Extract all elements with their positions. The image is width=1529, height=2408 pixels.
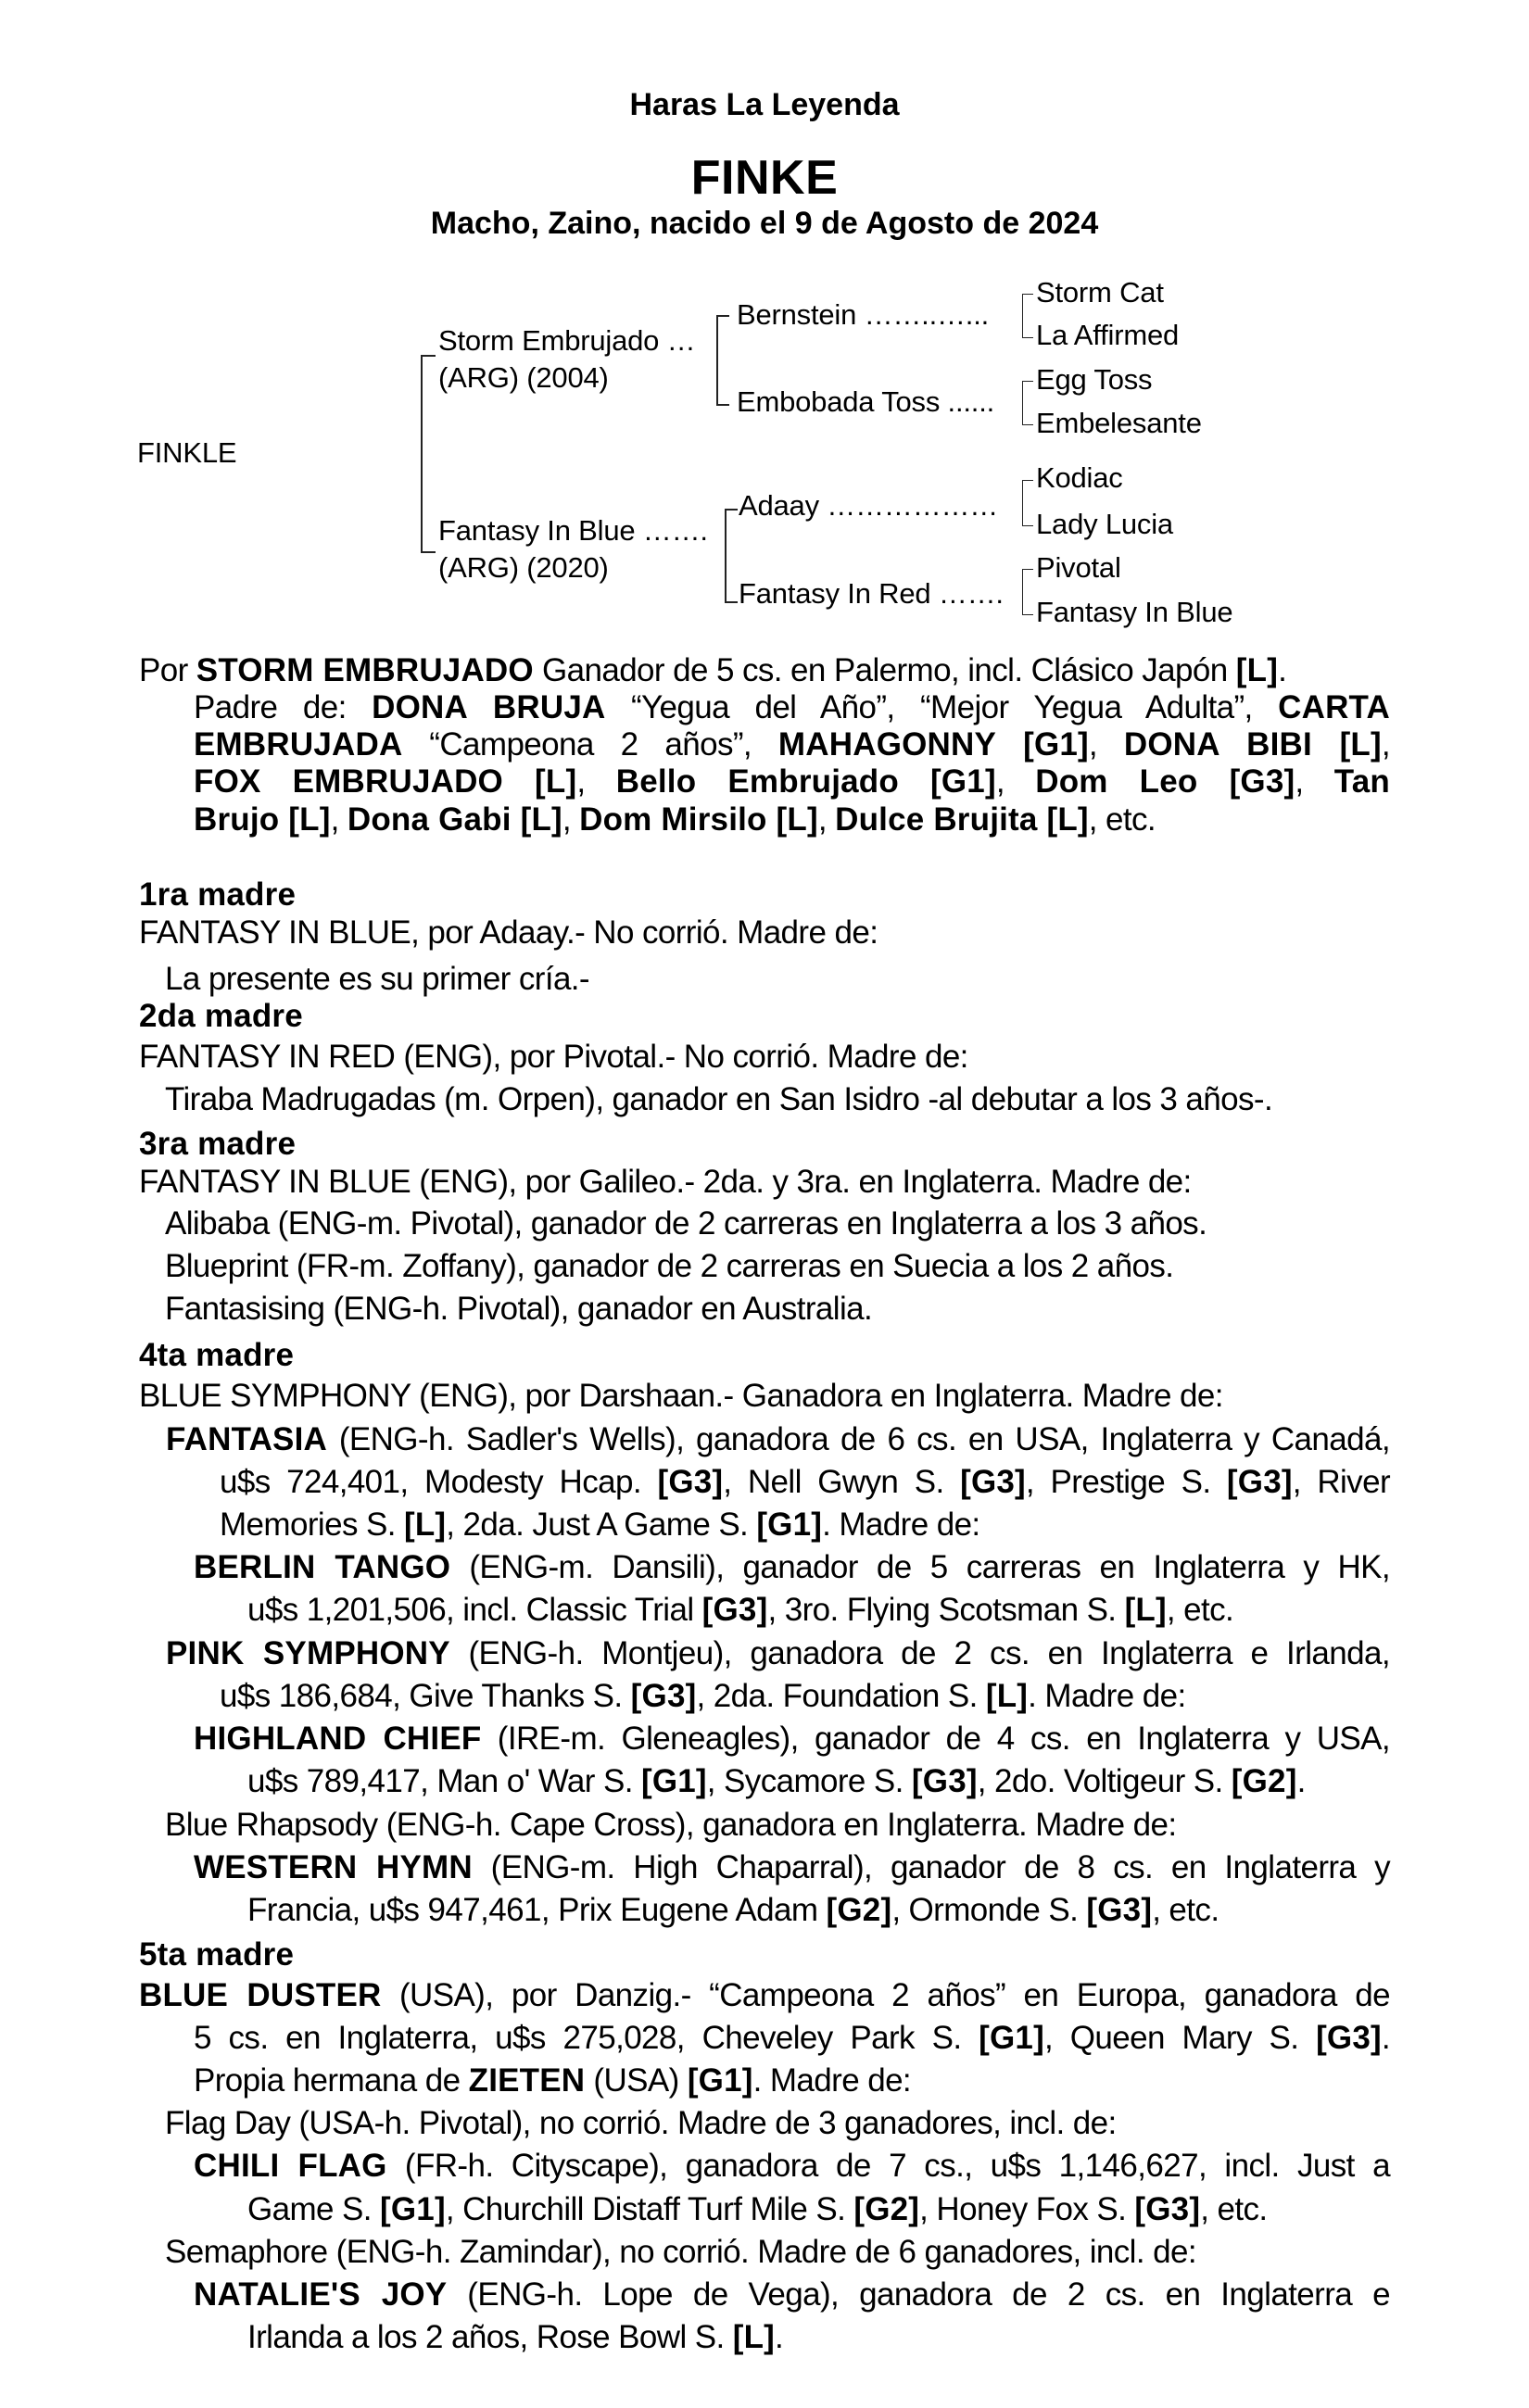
horse-name-title: FINKE — [690, 151, 839, 205]
text-run: Memories S. — [220, 1507, 404, 1543]
dam-text-line — [139, 1380, 1223, 1412]
pedigree-gen3-pivotal: Pivotal — [1036, 551, 1121, 584]
text-run: Flag Day (USA-h. Pivotal), no corrió. Madre de 3 ganadores, incl. de: — [165, 2105, 1117, 2141]
dam-text-line — [139, 916, 878, 949]
text-run: Tiraba Madrugadas (m. Orpen), ganador en San Isidro -al debutar a los 3 años-. — [165, 1081, 1273, 1117]
bold-name: [L] — [1124, 1592, 1167, 1628]
bold-name: MAHAGONNY [G1] — [777, 726, 1089, 763]
pedigree-dam-sire: Adaay ……………… — [739, 489, 999, 522]
bold-name: Dona Gabi [L] — [347, 801, 562, 838]
text-run: u$s 724,401, Modesty Hcap. — [220, 1464, 658, 1500]
text-run: Blue Rhapsody (ENG-h. Cape Cross), ganadora en Inglaterra. Madre de: — [165, 1807, 1177, 1843]
text-run: u$s 1,201,506, incl. Classic Trial — [247, 1592, 702, 1628]
pedigree-bracket-gen3-2 — [1022, 381, 1033, 425]
pedigree-bracket-gen3-1 — [1022, 294, 1033, 338]
text-run: FANTASY IN RED (ENG), por Pivotal.- No corrió. Madre de: — [139, 1039, 968, 1075]
bold-name: WESTERN HYMN — [194, 1849, 473, 1885]
bold-name: NATALIE'S JOY — [194, 2276, 448, 2313]
text-run: . — [775, 2319, 784, 2355]
bold-name: Dom Leo [G3] — [1035, 763, 1295, 800]
text-run: , Queen Mary S. — [1043, 2020, 1317, 2056]
dam-text-line — [247, 2193, 1267, 2225]
horse-description: Macho, Zaino, nacido el 9 de Agosto de 2024 — [430, 206, 1099, 241]
sire-text-line — [194, 691, 1390, 724]
text-run: , — [1295, 763, 1334, 800]
dam-text-line — [194, 1722, 1390, 1755]
text-run: , Prestige S. — [1025, 1464, 1227, 1500]
text-run: Ganador de 5 cs. en Palermo, incl. Clásico Japón — [533, 652, 1236, 688]
bold-name: Brujo [L] — [194, 801, 331, 838]
text-run: FANTASY IN BLUE (ENG), por Galileo.- 2da. y 3ra. en Inglaterra. Madre de: — [139, 1164, 1192, 1200]
sire-text-line — [194, 765, 1390, 798]
text-run: 5 cs. en Inglaterra, u$s 275,028, Cheveley Park S. — [194, 2020, 979, 2056]
stud-farm-name: Haras La Leyenda — [629, 87, 900, 122]
bold-name: Dom Mirsilo [L] — [579, 801, 818, 838]
text-run: (USA) — [585, 2062, 688, 2099]
dam-text-line — [165, 963, 589, 995]
text-run: , etc. — [1152, 1892, 1219, 1928]
text-run: . — [1381, 2020, 1390, 2056]
bold-name: [L] — [985, 1678, 1029, 1714]
dam-text-line — [166, 1637, 1390, 1670]
text-run: , — [576, 763, 616, 800]
text-run: , 2do. Voltigeur S. — [977, 1763, 1232, 1799]
sire-text-line — [194, 803, 1156, 836]
bold-name: [G3] — [630, 1678, 697, 1714]
dam-text-line — [139, 1040, 968, 1073]
text-run: , 2da. Foundation S. — [696, 1678, 986, 1714]
dam-text-line — [247, 1894, 1219, 1926]
pedigree-bracket-gen3-3 — [1022, 480, 1033, 526]
bold-name: Dulce Brujita [L] — [835, 801, 1089, 838]
bold-name: HIGHLAND CHIEF — [194, 1721, 482, 1757]
dam-text-line — [166, 1423, 1390, 1456]
bold-name: [G1] — [687, 2062, 753, 2099]
text-run: u$s 186,684, Give Thanks S. — [220, 1678, 631, 1714]
text-run: (ENG-h. Montjeu), ganadora de 2 cs. en Inglaterra e Irlanda, — [449, 1635, 1390, 1671]
text-run: Fantasising (ENG-h. Pivotal), ganador en Australia. — [165, 1291, 873, 1327]
dam-text-line — [165, 1250, 1173, 1282]
bold-name: EMBRUJADA — [194, 726, 403, 763]
text-run: . Madre de: — [822, 1507, 980, 1543]
pedigree-dam-origin: (ARG) (2020) — [438, 551, 609, 584]
dam-text-line — [139, 1166, 1192, 1198]
bold-name: BERLIN TANGO — [194, 1549, 451, 1585]
bold-name: Tan — [1333, 763, 1391, 800]
text-run: La presente es su primer cría.- — [165, 961, 589, 997]
bold-name: BLUE DUSTER — [139, 1977, 382, 2013]
pedigree-gen3-egg-toss: Egg Toss — [1036, 363, 1153, 396]
bold-name: [L] — [732, 2319, 776, 2355]
dam-text-line — [220, 1466, 1390, 1498]
bold-name: Bello Embrujado [G1] — [615, 763, 996, 800]
dam-text-line — [220, 1508, 980, 1541]
text-run: Por — [139, 652, 196, 688]
text-run: , — [817, 801, 836, 838]
sire-text-line — [194, 728, 1390, 761]
bold-name: [L] — [403, 1507, 447, 1543]
dam-text-line — [247, 1765, 1306, 1797]
bold-name: FOX EMBRUJADO [L] — [194, 763, 577, 800]
text-run: (IRE-m. Gleneagles), ganador de 4 cs. en Inglaterra y USA, — [481, 1721, 1390, 1757]
bold-name: [G3] — [911, 1763, 978, 1799]
text-run: , Ormonde S. — [891, 1892, 1087, 1928]
text-run: , — [562, 801, 580, 838]
bold-name: PINK SYMPHONY — [166, 1635, 450, 1671]
text-run: Irlanda a los 2 años, Rose Bowl S. — [247, 2319, 733, 2355]
pedigree-gen3-kodiac: Kodiac — [1036, 461, 1123, 494]
bold-name: ZIETEN — [468, 2062, 586, 2099]
text-run: , — [1088, 726, 1124, 763]
text-run: . — [1296, 1763, 1306, 1799]
text-run: , 2da. Just A Game S. — [446, 1507, 757, 1543]
text-run: (ENG-h. Lope de Vega), ganadora de 2 cs. en Inglaterra e — [447, 2276, 1390, 2313]
sire-text-line — [139, 654, 1286, 687]
dam-text-line — [220, 1680, 1186, 1712]
dam-text-line — [194, 1851, 1390, 1884]
bold-name: CHILI FLAG — [194, 2148, 387, 2184]
text-run: , etc. — [1200, 2191, 1268, 2227]
dam-text-line — [194, 2064, 911, 2097]
bold-name: [G2] — [853, 2191, 920, 2227]
bold-name: [G3] — [657, 1464, 724, 1500]
dam-text-line — [247, 1594, 1233, 1626]
text-run: (ENG-h. Sadler's Wells), ganadora de 6 cs. en USA, Inglaterra y Canadá, — [327, 1421, 1390, 1457]
bold-name: [G3] — [1086, 1892, 1153, 1928]
bold-name: [G3] — [1134, 2191, 1201, 2227]
dam-text-line — [165, 1207, 1207, 1240]
pedigree-gen3-embelesante: Embelesante — [1036, 407, 1202, 439]
bold-name: [G2] — [826, 1892, 892, 1928]
text-run: Propia hermana de — [194, 2062, 469, 2099]
text-run: “Campeona 2 años”, — [402, 726, 778, 763]
pedigree-gen3-lady-lucia: Lady Lucia — [1036, 508, 1173, 540]
pedigree-sire-name: Storm Embrujado … — [438, 324, 696, 357]
text-run: Alibaba (ENG-m. Pivotal), ganador de 2 carreras en Inglaterra a los 3 años. — [165, 1205, 1207, 1242]
bold-name: DONA BIBI [L] — [1123, 726, 1382, 763]
bold-name: [L] — [1235, 652, 1279, 688]
pedigree-dam-name: Fantasy In Blue ……. — [438, 514, 708, 547]
text-run: u$s 789,417, Man o' War S. — [247, 1763, 641, 1799]
dam-generation-heading: 4ta madre — [139, 1337, 295, 1373]
dam-text-line — [194, 2022, 1390, 2054]
text-run: , River — [1292, 1464, 1391, 1500]
bold-name: [G3] — [960, 1464, 1026, 1500]
bold-name: [G1] — [380, 2191, 446, 2227]
bold-name: [G1] — [640, 1763, 707, 1799]
bold-name: FANTASIA — [166, 1421, 328, 1457]
text-run: Game S. — [247, 2191, 381, 2227]
text-run: (USA), por Danzig.- “Campeona 2 años” en Europa, ganadora de — [381, 1977, 1390, 2013]
dam-text-line — [194, 1551, 1390, 1583]
dam-text-line — [165, 2236, 1196, 2268]
dam-text-line — [139, 1979, 1390, 2011]
bold-name: [G3] — [701, 1592, 768, 1628]
text-run: , 3ro. Flying Scotsman S. — [767, 1592, 1125, 1628]
pedigree-bracket-gen2-dam — [725, 509, 738, 603]
dam-text-line — [194, 2150, 1390, 2182]
text-run: Padre de: — [194, 689, 373, 725]
pedigree-bracket-gen2-sire — [716, 315, 729, 406]
text-run: , — [330, 801, 348, 838]
pedigree-gen3-storm-cat: Storm Cat — [1036, 276, 1164, 309]
dam-text-line — [165, 1292, 872, 1325]
text-run: . Madre de: — [752, 2062, 912, 2099]
bold-name: DONA BRUJA — [372, 689, 606, 725]
pedigree-sire-dam: Embobada Toss ...... — [737, 385, 995, 418]
text-run: , Nell Gwyn S. — [723, 1464, 961, 1500]
bold-name: [G3] — [1316, 2020, 1382, 2056]
text-run: , — [995, 763, 1036, 800]
dam-generation-heading: 2da madre — [139, 998, 303, 1034]
text-run: , Sycamore S. — [706, 1763, 912, 1799]
dam-text-line — [165, 1809, 1176, 1841]
bold-name: [G1] — [979, 2020, 1044, 2056]
text-run: Francia, u$s 947,461, Prix Eugene Adam — [247, 1892, 827, 1928]
dam-generation-heading: 1ra madre — [139, 876, 297, 913]
text-run: , — [1381, 726, 1390, 763]
text-run: , Churchill Distaff Turf Mile S. — [445, 2191, 854, 2227]
text-run: “Yegua del Año”, “Mejor Yegua Adulta”, — [605, 689, 1279, 725]
text-run: , etc. — [1166, 1592, 1234, 1628]
bold-name: [G1] — [756, 1507, 823, 1543]
dam-text-line — [247, 2321, 783, 2353]
bold-name: CARTA — [1278, 689, 1391, 725]
pedigree-bracket-gen3-4 — [1022, 569, 1033, 615]
text-run: (FR-h. Cityscape), ganadora de 7 cs., u$s 1,146,627, incl. Just a — [386, 2148, 1390, 2184]
pedigree-gen3-la-affirmed: La Affirmed — [1036, 319, 1180, 351]
pedigree-bracket-gen1 — [421, 355, 436, 553]
bold-name: [G2] — [1231, 1763, 1297, 1799]
text-run: , etc. — [1088, 801, 1156, 838]
dam-text-line — [194, 2278, 1390, 2311]
text-run: , Honey Fox S. — [919, 2191, 1135, 2227]
bold-name: [G3] — [1226, 1464, 1293, 1500]
dam-generation-heading: 3ra madre — [139, 1126, 297, 1162]
text-run: . Madre de: — [1028, 1678, 1186, 1714]
dam-text-line — [165, 2107, 1117, 2139]
dam-text-line — [165, 1083, 1272, 1116]
text-run: (ENG-m. Dansili), ganador de 5 carreras en Inglaterra y HK, — [450, 1549, 1390, 1585]
dam-generation-heading: 5ta madre — [139, 1936, 295, 1973]
text-run: . — [1278, 652, 1287, 688]
pedigree-gen3-fantasy-in-blue: Fantasy In Blue — [1036, 596, 1233, 628]
text-run: Blueprint (FR-m. Zoffany), ganador de 2 carreras en Suecia a los 2 años. — [165, 1248, 1174, 1284]
text-run: FANTASY IN BLUE, por Adaay.- No corrió. Madre de: — [139, 914, 878, 951]
text-run: Semaphore (ENG-h. Zamindar), no corrió. Madre de 6 ganadores, incl. de: — [165, 2234, 1196, 2270]
pedigree-dam-dam: Fantasy In Red ……. — [739, 577, 1004, 610]
pedigree-subject: FINKLE — [137, 436, 237, 469]
text-run: (ENG-m. High Chaparral), ganador de 8 cs. en Inglaterra y — [472, 1849, 1390, 1885]
bold-name: STORM EMBRUJADO — [196, 652, 534, 688]
pedigree-sire-origin: (ARG) (2004) — [438, 361, 609, 394]
pedigree-sire-sire: Bernstein ……..…... — [737, 298, 990, 331]
text-run: BLUE SYMPHONY (ENG), por Darshaan.- Ganadora en Inglaterra. Madre de: — [139, 1378, 1223, 1414]
